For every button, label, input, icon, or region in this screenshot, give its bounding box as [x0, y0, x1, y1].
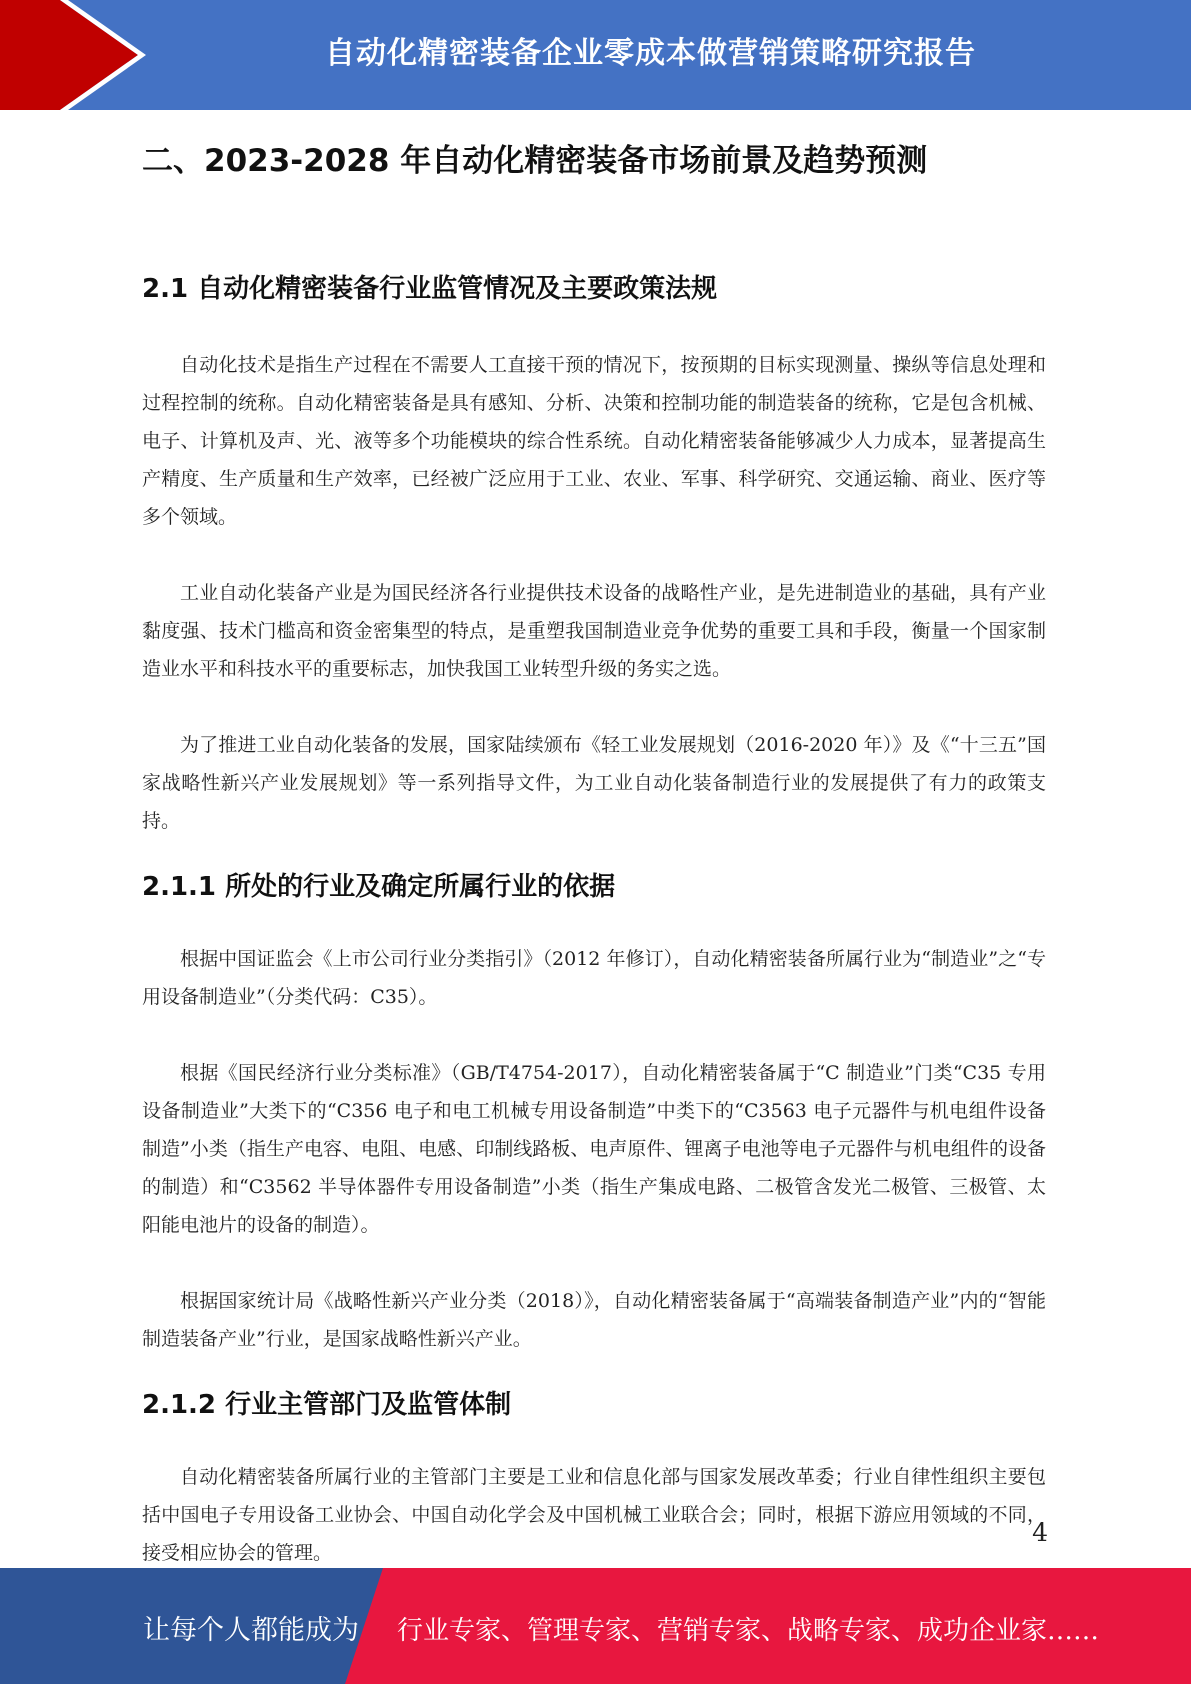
- subsection-heading-2-1: 2.1 自动化精密装备行业监管情况及主要政策法规: [142, 274, 718, 304]
- paragraph: 根据《国民经济行业分类标准》（GB/T4754-2017），自动化精密装备属于“C 制造业”门类“C35 专用设备制造业”大类下的“C356 电子和电工机械专用设备制造”中类下的“C3563 电子元器件与机电组件设备制造”小类（指生产电容、电阻、电感、印制线路板、电声原件、锂离子电池等电子元器件与机电组件的设备的制造）和“C3562 半导体器件专用设备制造”小类（指生产集成电路、二极管含发光二极管、三极管、太阳能电池片的设备的制造）。: [142, 1062, 1046, 1236]
- subsection-heading-2-1-1: 2.1.1 所处的行业及确定所属行业的依据: [142, 872, 616, 902]
- paragraph: 根据国家统计局《战略性新兴产业分类（2018）》，自动化精密装备属于“高端装备制造产业”内的“智能制造装备产业”行业，是国家战略性新兴产业。: [142, 1290, 1046, 1350]
- header-chevron-decoration: [0, 0, 150, 110]
- paragraph: 自动化技术是指生产过程在不需要人工直接干预的情况下，按预期的目标实现测量、操纵等信息处理和过程控制的统称。自动化精密装备是具有感知、分析、决策和控制功能的制造装备的统称，它是包含机械、电子、计算机及声、光、液等多个功能模块的综合性系统。自动化精密装备能够减少人力成本，显著提高生产精度、生产质量和生产效率，已经被广泛应用于工业、农业、军事、科学研究、交通运输、商业、医疗等多个领域。: [142, 354, 1046, 528]
- paragraph: 根据中国证监会《上市公司行业分类指引》（2012 年修订），自动化精密装备所属行业为“制造业”之“专用设备制造业”（分类代码：C35）。: [142, 948, 1046, 1008]
- report-footer-band: [0, 1568, 1191, 1684]
- footer-slogan-left: 让每个人都能成为: [143, 1615, 359, 1646]
- report-header-band: [0, 0, 1191, 110]
- page-number: 4: [1032, 1518, 1048, 1547]
- paragraph: 为了推进工业自动化装备的发展，国家陆续颁布《轻工业发展规划（2016-2020 年）》及《“十三五”国家战略性新兴产业发展规划》等一系列指导文件，为工业自动化装备制造行业的发展提供了有力的政策支持。: [142, 734, 1046, 832]
- footer-slogan-right: 行业专家、管理专家、营销专家、战略专家、成功企业家……: [397, 1616, 1100, 1646]
- paragraph: 工业自动化装备产业是为国民经济各行业提供技术设备的战略性产业，是先进制造业的基础，具有产业黏度强、技术门槛高和资金密集型的特点，是重塑我国制造业竞争优势的重要工具和手段，衡量一个国家制造业水平和科技水平的重要标志，加快我国工业转型升级的务实之选。: [142, 582, 1046, 680]
- paragraph: 自动化精密装备所属行业的主管部门主要是工业和信息化部与国家发展改革委；行业自律性组织主要包括中国电子专用设备工业协会、中国自动化学会及中国机械工业联合会；同时，根据下游应用领域的不同，接受相应协会的管理。: [142, 1466, 1046, 1564]
- page-content: [142, 140, 1046, 1572]
- section-heading: 二、2023-2028 年自动化精密装备市场前景及趋势预测: [142, 143, 928, 179]
- subsection-heading-2-1-2: 2.1.2 行业主管部门及监管体制: [142, 1390, 512, 1420]
- report-title: 自动化精密装备企业零成本做营销策略研究报告: [325, 36, 976, 71]
